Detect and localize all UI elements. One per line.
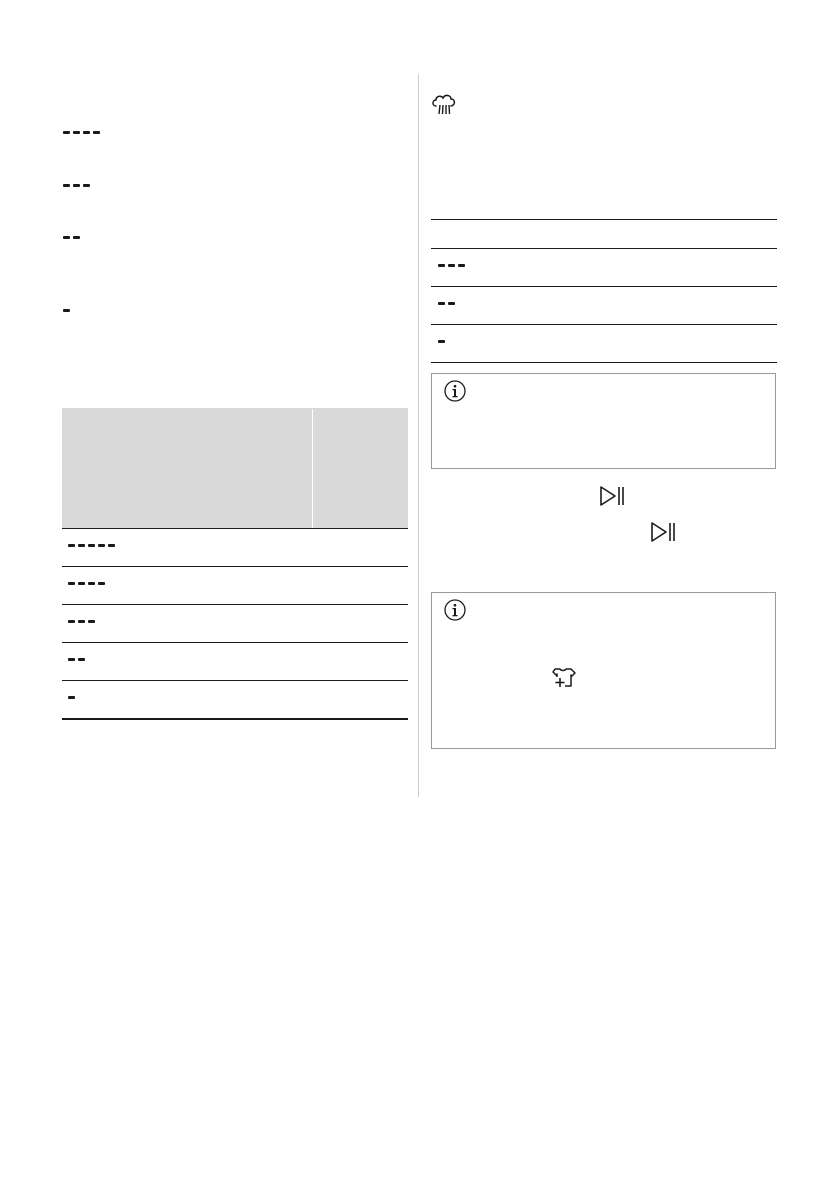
level-indicator-2 xyxy=(438,302,455,305)
level-indicator-1 xyxy=(438,340,445,343)
table-row xyxy=(62,528,408,566)
info-icon xyxy=(444,380,466,402)
steam-table xyxy=(431,219,777,363)
level-indicator-4 xyxy=(68,582,105,585)
steam-table-header xyxy=(431,219,777,248)
level-indicator-5 xyxy=(68,544,115,547)
table-row xyxy=(62,604,408,642)
table-row xyxy=(431,248,777,286)
info-icon xyxy=(444,599,466,621)
table-row xyxy=(62,642,408,680)
level-indicator-1 xyxy=(63,309,70,312)
level-indicator-2 xyxy=(68,658,85,661)
table-row xyxy=(62,680,408,720)
table-row xyxy=(62,566,408,604)
table-row xyxy=(431,286,777,324)
level-indicator-3 xyxy=(63,184,90,187)
start-pause-icon xyxy=(650,521,678,543)
left-table xyxy=(62,408,408,720)
level-indicator-3 xyxy=(68,620,95,623)
start-pause-icon xyxy=(599,485,627,507)
steam-icon xyxy=(431,93,457,117)
table-row xyxy=(431,324,777,363)
level-indicator-3 xyxy=(438,264,465,267)
info-note xyxy=(431,373,776,469)
info-note xyxy=(431,592,776,749)
left-table-header xyxy=(62,408,408,528)
add-garment-icon xyxy=(552,667,578,689)
level-indicator-4 xyxy=(63,131,100,134)
level-indicator-1 xyxy=(68,696,75,699)
column-divider xyxy=(418,74,419,797)
level-indicator-2 xyxy=(63,236,80,239)
